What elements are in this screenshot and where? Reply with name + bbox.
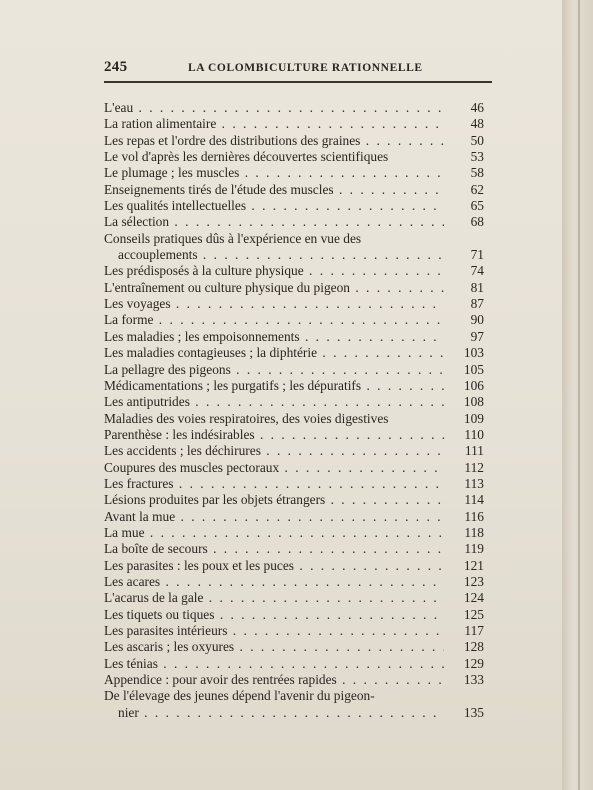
toc-entry-title: Appendice : pour avoir des rentrées rapides . . . xyxy=(104,672,444,688)
toc-entry-page: 90 xyxy=(470,312,484,328)
toc-row xyxy=(104,525,484,541)
toc-entry-page: 125 xyxy=(463,606,484,622)
toc-entry-page: 116 xyxy=(464,508,484,524)
toc-entry-page: 110 xyxy=(464,426,484,442)
toc-entry-title: Les accidents ; les déchirures . . . xyxy=(104,443,444,459)
toc-row xyxy=(104,476,484,492)
toc-entry-title: Parenthèse : les indésirables . . . xyxy=(104,427,444,443)
toc-row xyxy=(104,345,484,361)
toc-entry-title: Conseils pratiques dûs à l'expérience en vue des xyxy=(104,230,362,246)
toc-entry-page: 74 xyxy=(470,263,484,279)
toc-entry-page: 133 xyxy=(463,672,484,688)
toc-entry-page: 50 xyxy=(470,132,484,148)
toc-row xyxy=(104,427,484,443)
toc-row xyxy=(104,231,484,264)
toc-entry-title: Les parasites intérieurs . . . xyxy=(104,623,444,639)
toc-row xyxy=(104,214,484,230)
toc-row xyxy=(104,329,484,345)
page-header xyxy=(104,57,492,79)
toc-row xyxy=(104,639,484,655)
page-number: 245 xyxy=(104,59,128,75)
toc-entry-title: La pellagre des pigeons . . . xyxy=(104,362,444,378)
toc-row xyxy=(104,133,484,149)
toc-entry-title: Les ascaris ; les oxyures . . . xyxy=(104,639,444,655)
toc-entry-page: 65 xyxy=(470,198,484,214)
toc-row xyxy=(104,116,484,132)
toc-entry-page: 117 xyxy=(464,623,484,638)
toc-row xyxy=(104,590,484,606)
toc-entry-page: 105 xyxy=(463,361,484,377)
toc-entry-title: Avant la mue . . . xyxy=(104,509,444,525)
toc-entry-page: 113 xyxy=(464,475,484,491)
toc-row xyxy=(104,165,484,181)
toc-row xyxy=(104,394,484,410)
toc-row xyxy=(104,541,484,557)
toc-entry-title: L'acarus de la gale . . . xyxy=(104,590,444,606)
toc-row xyxy=(104,672,484,688)
toc-entry-title: Les repas et l'ordre des distributions des graines . . . xyxy=(104,133,444,149)
toc-entry-page: 71 xyxy=(470,247,484,263)
toc-row xyxy=(104,280,484,296)
toc-entry-title: Les prédisposés à la culture physique . . . xyxy=(104,263,444,279)
toc-row xyxy=(104,411,484,427)
toc-row xyxy=(104,149,484,165)
toc-entry-page: 108 xyxy=(463,394,484,410)
toc-entry-title: Les ténias . . . xyxy=(104,656,444,672)
toc-row xyxy=(104,443,484,459)
toc-entry-title: Les parasites : les poux et les puces . . . xyxy=(104,558,444,574)
toc-entry-page: 123 xyxy=(463,573,484,589)
toc-entry-page: 81 xyxy=(470,279,484,295)
toc-entry-page: 53 xyxy=(470,149,484,165)
toc-entry-title: Les voyages . . . xyxy=(104,296,444,312)
toc-entry-title: Les tiquets ou tiques . . . xyxy=(104,607,444,623)
toc-row xyxy=(104,362,484,378)
toc-row xyxy=(104,623,484,639)
toc-entry-page: 112 xyxy=(464,459,484,475)
toc-entry-title: La ration alimentaire . . . xyxy=(104,116,444,132)
toc-row xyxy=(104,460,484,476)
toc-entry-page: 128 xyxy=(463,639,484,655)
toc-entry-page: 135 xyxy=(463,704,484,720)
toc-row xyxy=(104,509,484,525)
toc-row xyxy=(104,607,484,623)
toc-row xyxy=(104,378,484,394)
toc-row xyxy=(104,574,484,590)
toc-entry-page: 121 xyxy=(463,557,484,573)
toc-entry-page: 46 xyxy=(470,100,484,115)
toc-entry-title: Lésions produites par les objets étrangers . . . xyxy=(104,492,444,508)
toc-entry-title: Les antiputrides . . . xyxy=(104,394,444,410)
toc-entry-page: 129 xyxy=(463,655,484,671)
toc-entry-page: 118 xyxy=(464,524,484,540)
running-title: LA COLOMBICULTURE RATIONNELLE xyxy=(188,62,423,74)
toc-entry-title: Les acares . . . xyxy=(104,574,444,590)
toc-entry-page: 58 xyxy=(470,165,484,181)
toc-entry-page: 87 xyxy=(470,296,484,312)
toc-entry-page: 111 xyxy=(464,443,484,459)
toc-entry-title: Le vol d'après les dernières découvertes scientifiques xyxy=(104,149,389,165)
toc-entry-page: 68 xyxy=(470,214,484,230)
toc-entry-title-continued: accouplements . . . xyxy=(104,247,444,263)
toc-entry-title: Les fractures . . . xyxy=(104,476,444,492)
toc-row xyxy=(104,656,484,672)
toc-entry-title: La boîte de secours . . . xyxy=(104,541,444,557)
toc-row xyxy=(104,492,484,508)
toc-entry-title-continued: nier . . . xyxy=(104,705,444,721)
toc-row xyxy=(104,558,484,574)
toc-entry-title: L'eau . . . xyxy=(104,100,444,116)
toc-entry-page: 114 xyxy=(464,492,484,508)
toc-entry-page: 48 xyxy=(470,116,484,132)
toc-entry-title: Les maladies contagieuses ; la diphtérie . . . xyxy=(104,345,444,361)
toc-row xyxy=(104,198,484,214)
toc-entry-page: 103 xyxy=(463,345,484,361)
toc-row xyxy=(104,182,484,198)
toc-entry-page: 106 xyxy=(463,377,484,393)
toc-entry-title: La forme . . . xyxy=(104,312,444,328)
toc-entry-title: Les qualités intellectuelles . . . xyxy=(104,198,444,214)
toc-entry-title: Les maladies ; les empoisonnements . . . xyxy=(104,329,444,345)
toc-entry-title: Médicamentations ; les purgatifs ; les dépuratifs . . . xyxy=(104,378,444,394)
toc-entry-title: La sélection . . . xyxy=(104,214,444,230)
toc-entry-title: La mue . . . xyxy=(104,525,444,541)
toc-entry-title: Le plumage ; les muscles . . . xyxy=(104,165,444,181)
toc-row xyxy=(104,263,484,279)
toc-row xyxy=(104,296,484,312)
toc-row xyxy=(104,312,484,328)
toc-entry-title: Coupures des muscles pectoraux . . . xyxy=(104,460,444,476)
toc-entry-title: De l'élevage des jeunes dépend l'avenir du pigeon- xyxy=(104,688,375,704)
toc-entry-page: 119 xyxy=(464,541,484,557)
toc-row xyxy=(104,100,484,116)
page-edge-line xyxy=(578,0,580,790)
table-of-contents xyxy=(104,100,484,721)
toc-entry-page: 97 xyxy=(470,328,484,344)
toc-entry-title: Maladies des voies respiratoires, des voies digestives xyxy=(104,410,389,426)
toc-row xyxy=(104,688,484,721)
toc-entry-title: L'entraînement ou culture physique du pigeon . . . xyxy=(104,280,444,296)
toc-entry-title: Enseignements tirés de l'étude des muscles . . . xyxy=(104,182,444,198)
toc-entry-page: 62 xyxy=(470,181,484,197)
toc-entry-page: 109 xyxy=(463,410,484,426)
header-rule xyxy=(104,81,492,83)
toc-entry-page: 124 xyxy=(463,590,484,606)
